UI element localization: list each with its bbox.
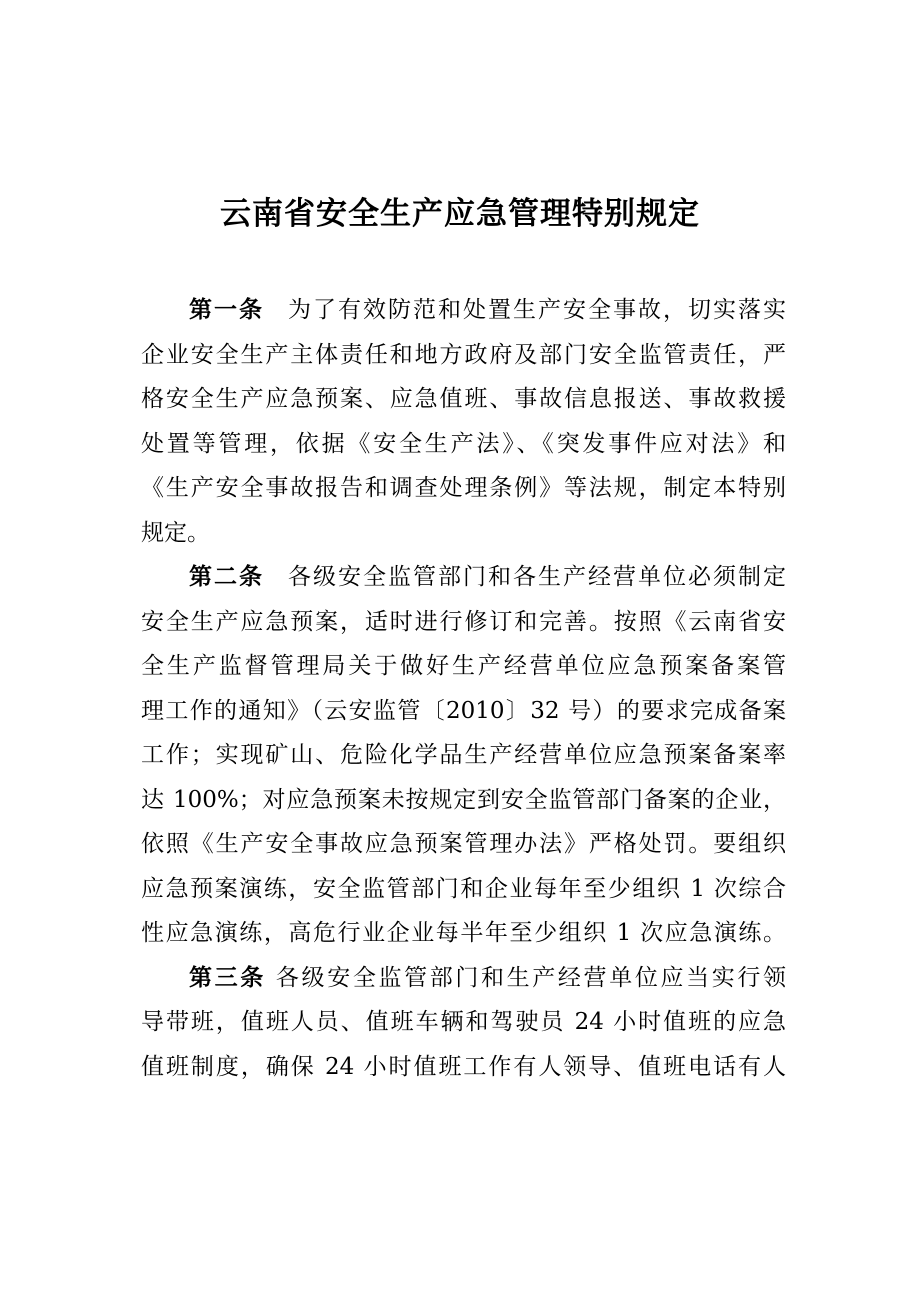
article-3-line-1 [141, 956, 786, 1001]
article-2-line-2: 安全生产应急预案，适时进行修订和完善。按照《云南省安 [141, 608, 786, 635]
article-1-line-4: 处置等管理，依据《安全生产法》、《突发事件应对法》和 [141, 430, 786, 457]
article-1-label: 第一条 [189, 297, 264, 323]
article-1-line-3: 格安全生产应急预案、应急值班、事故信息报送、事故救援 [141, 386, 786, 412]
article-2-line-1 [141, 555, 786, 600]
document-body [141, 288, 786, 1089]
article-1 [141, 288, 786, 555]
article-2-label: 第二条 [189, 564, 264, 590]
article-1-line-1 [141, 288, 786, 333]
article-2-line-5: 工作；实现矿山、危险化学品生产经营单位应急预案备案率 [141, 742, 786, 768]
article-1-line-6: 规定。 [141, 519, 210, 546]
document-title: 云南省安全生产应急管理特别规定 [220, 196, 700, 232]
article-3-line-3: 值班制度，确保 24 小时值班工作有人领导、值班电话有人 [141, 1053, 786, 1080]
article-3-line-2: 导带班，值班人员、值班车辆和驾驶员 24 小时值班的应急 [141, 1009, 786, 1035]
article-2-line-6: 达 100%；对应急预案未按规定到安全监管部门备案的企业， [141, 786, 786, 813]
article-3 [141, 956, 786, 1090]
article-2-line-7: 依照《生产安全事故应急预案管理办法》严格处罚。要组织 [141, 831, 786, 857]
article-1-line-2: 企业安全生产主体责任和地方政府及部门安全监管责任，严 [141, 341, 786, 368]
article-2 [141, 555, 786, 956]
article-2-line-3: 全生产监督管理局关于做好生产经营单位应急预案备案管 [141, 653, 786, 679]
article-2-line-4: 理工作的通知》（云安监管〔2010〕32 号）的要求完成备案 [141, 697, 786, 724]
article-1-line-5: 《生产安全事故报告和调查处理条例》等法规，制定本特别 [141, 475, 786, 501]
article-1-text-1: 为了有效防范和处置生产安全事故，切实落实 [288, 297, 786, 323]
article-2-line-8: 应急预案演练，安全监管部门和企业每年至少组织 1 次综合 [141, 875, 786, 902]
article-2-line-9: 性应急演练，高危行业企业每半年至少组织 1 次应急演练。 [141, 920, 786, 946]
article-2-text-1: 各级安全监管部门和各生产经营单位必须制定 [288, 564, 786, 590]
article-3-label: 第三条 [189, 964, 266, 991]
article-3-text-1: 各级安全监管部门和生产经营单位应当实行领 [275, 964, 786, 991]
